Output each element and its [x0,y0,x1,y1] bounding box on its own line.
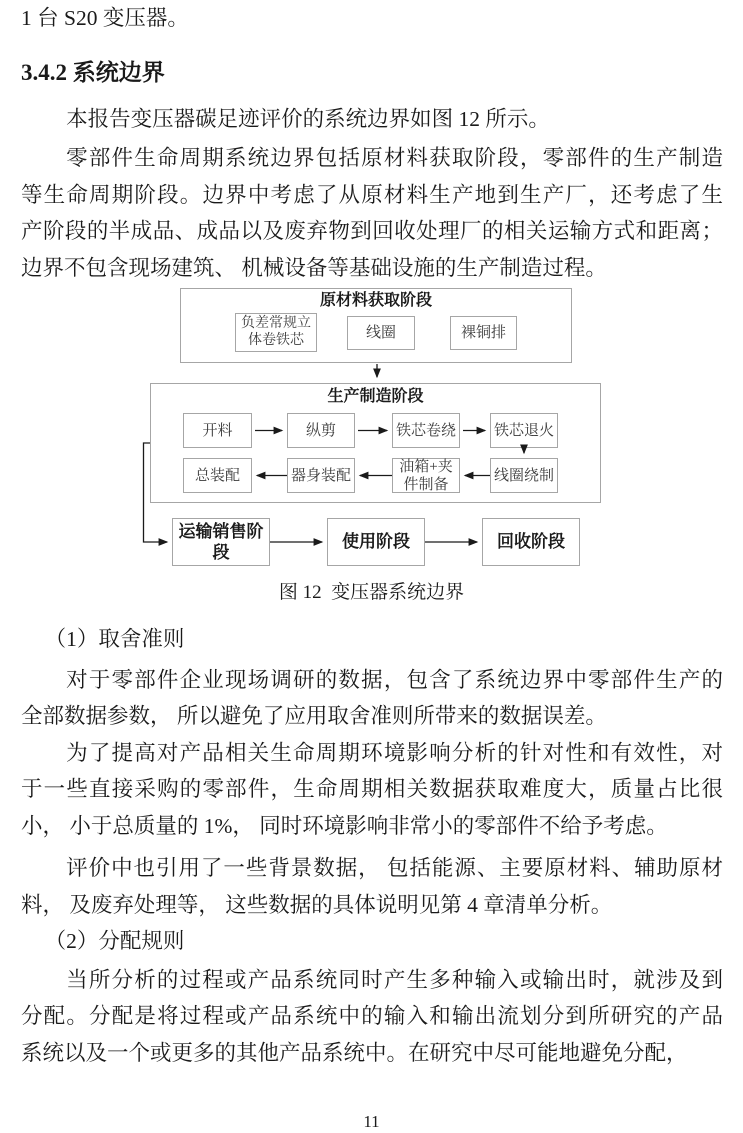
upper-text-block [21,0,723,286]
figure-caption: 图 12 变压器系统边界 [278,582,465,603]
text-line: 分配。分配是将过程或产品系统中的输入和输出流划分到所研究的产品 [21,1004,723,1028]
text-line: 等生命周期阶段。边界中考虑了从原材料生产地到生产厂，还考虑了生 [21,182,723,207]
text-line: 评价中也引用了一些背景数据， 包括能源、主要原材料、辅助原材 [66,856,723,880]
paragraph-cutoff-2 [21,735,723,845]
text-line: 为了提高对产品相关生命周期环境影响分析的针对性和有效性，对 [66,740,723,765]
process-box-slitting: 纵剪 [287,413,355,448]
text-line: 零部件生命周期系统边界包括原材料获取阶段，零部件的生产制造 [66,146,723,170]
text-line: 本报告变压器碳足迹评价的系统边界如图 12 所示。 [66,107,550,131]
process-box-body-assembly: 器身装配 [287,458,355,493]
text-line: 料， 及废弃处理等， 这些数据的具体说明见第 4 章清单分析。 [21,892,613,917]
process-box-final-assembly: 总装配 [183,458,252,493]
allocation-rule-heading: （2）分配规则 [44,929,185,953]
stage-box-use: 使用阶段 [327,518,425,566]
process-box-core-annealing: 铁芯退火 [490,413,558,448]
figure-system-boundary [0,288,743,603]
material-box-coil: 线圈 [347,316,415,350]
paragraph-intro [21,101,723,138]
material-box-copper-bar: 裸铜排 [450,316,517,350]
process-box-cutting: 开料 [183,413,252,448]
lower-text-block [21,621,723,1071]
materials-stage-title: 原材料获取阶段 [319,292,432,309]
text-line: 产阶段的半成品、成品以及废弃物到回收处理厂的相关运输方式和距离； [21,219,723,243]
section-heading: 3.4.2 系统边界 [21,59,165,85]
text-line: 当所分析的过程或产品系统同时产生多种输入或输出时，就涉及到 [66,967,723,992]
process-box-tank-clamp-prep: 油箱+夹件制备 [392,458,460,493]
text-line: 系统以及一个或更多的其他产品系统中。在研究中尽可能地避免分配， [21,1040,688,1065]
paragraph-boundary [21,140,723,286]
paragraph-cutoff-3 [21,850,723,923]
lead-text: 1 台 S20 变压器。 [21,6,189,30]
stage-box-transport-sales: 运输销售阶段 [172,518,270,566]
paragraph-allocation-1 [21,962,723,1072]
stage-box-recycling: 回收阶段 [482,518,580,566]
cutoff-rule-heading: （1）取舍准则 [44,627,185,651]
text-line: 边界不包含现场建筑、 机械设备等基础设施的生产制造过程。 [21,255,607,280]
material-box-core: 负差常规立体卷铁芯 [235,313,317,352]
text-line: 对于零部件企业现场调研的数据，包含了系统边界中零部件生产的 [66,667,723,692]
text-line: 于一些直接采购的零部件，生命周期相关数据获取难度大，质量占比很 [21,777,723,801]
paragraph-cutoff-1 [21,662,723,735]
page-number: 11 [363,1112,380,1131]
process-box-core-winding: 铁芯卷绕 [392,413,460,448]
production-stage-title: 生产制造阶段 [327,388,424,405]
process-box-coil-winding: 线圈绕制 [490,458,558,493]
text-line: 小， 小于总质量的 1%， 同时环境影响非常小的零部件不给予考虑。 [21,813,668,838]
text-line: 全部数据参数， 所以避免了应用取舍准则所带来的数据误差。 [21,704,607,728]
